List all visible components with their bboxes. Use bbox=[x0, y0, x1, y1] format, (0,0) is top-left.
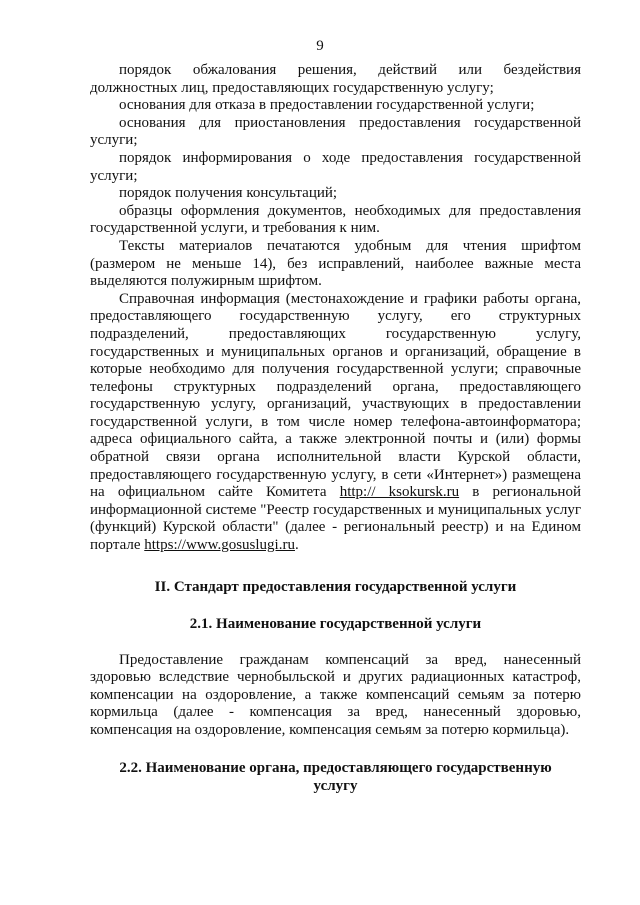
page-number: 9 bbox=[316, 38, 324, 54]
paragraph-refusal-grounds: основания для отказа в предоставлении государственной услуги; bbox=[119, 97, 535, 114]
paragraph-suspension-grounds: основания для приостановления предоставления государственной услуги; bbox=[90, 114, 581, 149]
paragraph-consultations: порядок получения консультаций; bbox=[119, 185, 338, 202]
paragraph-font-requirements: Тексты материалов печатаются удобным для чтения шрифтом (размером не меньше 14), без исправлений, наиболее важные места выделяются полужирным шрифтом. bbox=[90, 237, 581, 290]
reference-text-2: в региональной информационной системе "Реестр государственных и муниципальных услуг (функций) Курской области" (далее - региональный реестр) и на Едином портале bbox=[90, 484, 581, 554]
subsection-2-heading-line2: услугу bbox=[313, 777, 358, 794]
committee-site-link[interactable]: http:// ksokursk.ru bbox=[339, 484, 460, 501]
subsection-1-heading: 2.1. Наименование государственной услуги bbox=[189, 615, 482, 632]
paragraph-appeal-procedure: порядок обжалования решения, действий или бездействия должностных лиц, предоставляющих государственную услугу; bbox=[90, 62, 581, 96]
paragraph-progress-info: порядок информирования о ходе предоставления государственной услуги; bbox=[90, 149, 581, 184]
reference-text-3: . bbox=[294, 537, 299, 554]
subsection-2-heading bbox=[90, 759, 581, 795]
subsection-1-text: Предоставление гражданам компенсаций за вред, нанесенный здоровью вследствие чернобыльской и других радиационных катастроф, компенсации на оздоровление, а также компенсаций семьям за потерю кормильца (далее - компенсация за вред, нанесенный здоровью, компенсация на оздоровление, компенсация семьям за потерю кормильца). bbox=[90, 651, 581, 738]
reference-text-1: Справочная информация (местонахождение и графики работы органа, предоставляющего государственную услугу, его структурных подразделений, предоставляющих государственную услугу, государственных и муниципальных органов и организаций, обращение в которые необходимо для получения государственной услуги; справочные телефоны структурных подразделений органа, предоставляющего государственную услугу, организаций, участвующих в предоставлении государственной услуги, в том числе номер телефона-автоинформатора; адреса официального сайта, а также электронной почты и (или) формы обратной связи органа исполнительной власти Курской области, предоставляющего государственную услугу, в сети «Интернет») размещена на официальном сайте Комитета bbox=[90, 290, 581, 501]
section-heading: II. Стандарт предоставления государственной услуги bbox=[154, 578, 517, 595]
paragraph-document-samples: образцы оформления документов, необходимых для предоставления государственной услуги, и требования к ним. bbox=[90, 202, 581, 237]
page-content bbox=[90, 62, 581, 795]
gosuslugi-link[interactable]: https://www.gosuslugi.ru bbox=[144, 537, 295, 554]
subsection-2-heading-line1: 2.2. Наименование органа, предоставляющего государственную bbox=[119, 759, 552, 776]
paragraph-reference-info bbox=[90, 291, 581, 555]
